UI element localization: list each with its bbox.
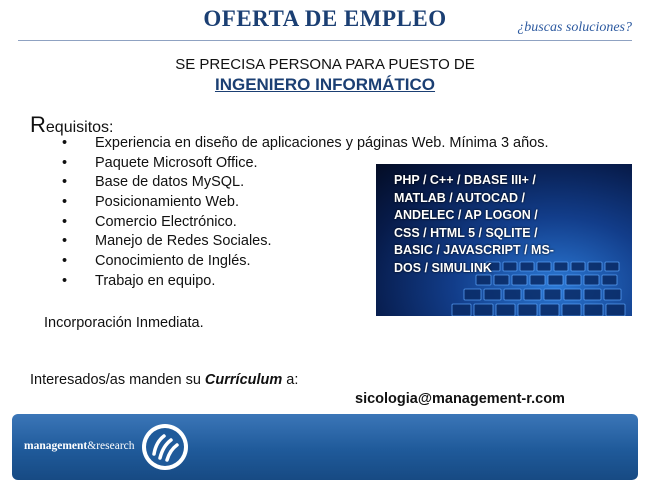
bullet: • [62, 213, 68, 230]
intro-line: SE PRECISA PERSONA PARA PUESTO DE [175, 56, 475, 73]
bullet: • [62, 194, 68, 211]
requirements-label: equisitos: [45, 119, 114, 136]
bullet: • [62, 253, 68, 270]
requirement-text: Paquete Microsoft Office. [95, 154, 258, 171]
bullet: • [62, 174, 68, 191]
requirement-text: Trabajo en equipo. [95, 272, 216, 289]
bullet: • [62, 233, 68, 250]
requirement-text: Conocimiento de Inglés. [95, 253, 251, 270]
tech-line: PHP / C++ / DBASE III+ / [394, 173, 536, 187]
requirement-text: Manejo de Redes Sociales. [95, 233, 272, 250]
tech-line: ANDELEC / AP LOGON / [394, 208, 538, 223]
tech-line: BASIC / JAVASCRIPT / MS- [394, 243, 554, 258]
company-logo-icon [140, 422, 190, 472]
tech-line: CSS / HTML 5 / SQLITE / [394, 225, 538, 240]
bullet: • [62, 272, 68, 289]
tech-line: MATLAB / AUTOCAD / [394, 190, 526, 205]
contact-line [30, 372, 298, 388]
tech-skills-image [376, 164, 632, 316]
brand-rest: &research [87, 440, 135, 452]
requirement-text: Base de datos MySQL. [95, 174, 245, 191]
page-title: OFERTA DE EMPLEO [203, 6, 447, 31]
contact-prefix: Interesados/as manden su [30, 372, 205, 388]
tech-skills-text [394, 172, 624, 278]
curriculum-word: Currículum [204, 372, 283, 388]
contact-email[interactable]: sicologia@management-r.com [355, 391, 565, 407]
requirement-text: Comercio Electrónico. [95, 213, 237, 230]
bullet: • [62, 135, 68, 151]
bullet: • [62, 154, 68, 171]
brand-bold: management [24, 440, 88, 452]
requirement-text: Posicionamiento Web. [95, 194, 240, 211]
header-divider [18, 40, 632, 41]
brand-name [24, 440, 135, 452]
tech-line: DOS / SIMULINK [394, 260, 492, 275]
position-title: INGENIERO INFORMÁTICO [214, 75, 436, 94]
list-item [62, 134, 549, 154]
incorporation-note: Incorporación Inmediata. [44, 315, 204, 331]
contact-suffix: a: [282, 372, 299, 388]
requirements-initial: R [30, 112, 46, 137]
footer-bar [12, 414, 638, 480]
requirement-text: Experiencia en diseño de aplicaciones y páginas Web. Mínima 3 años. [95, 135, 549, 151]
tagline: ¿buscas soluciones? [517, 20, 632, 35]
